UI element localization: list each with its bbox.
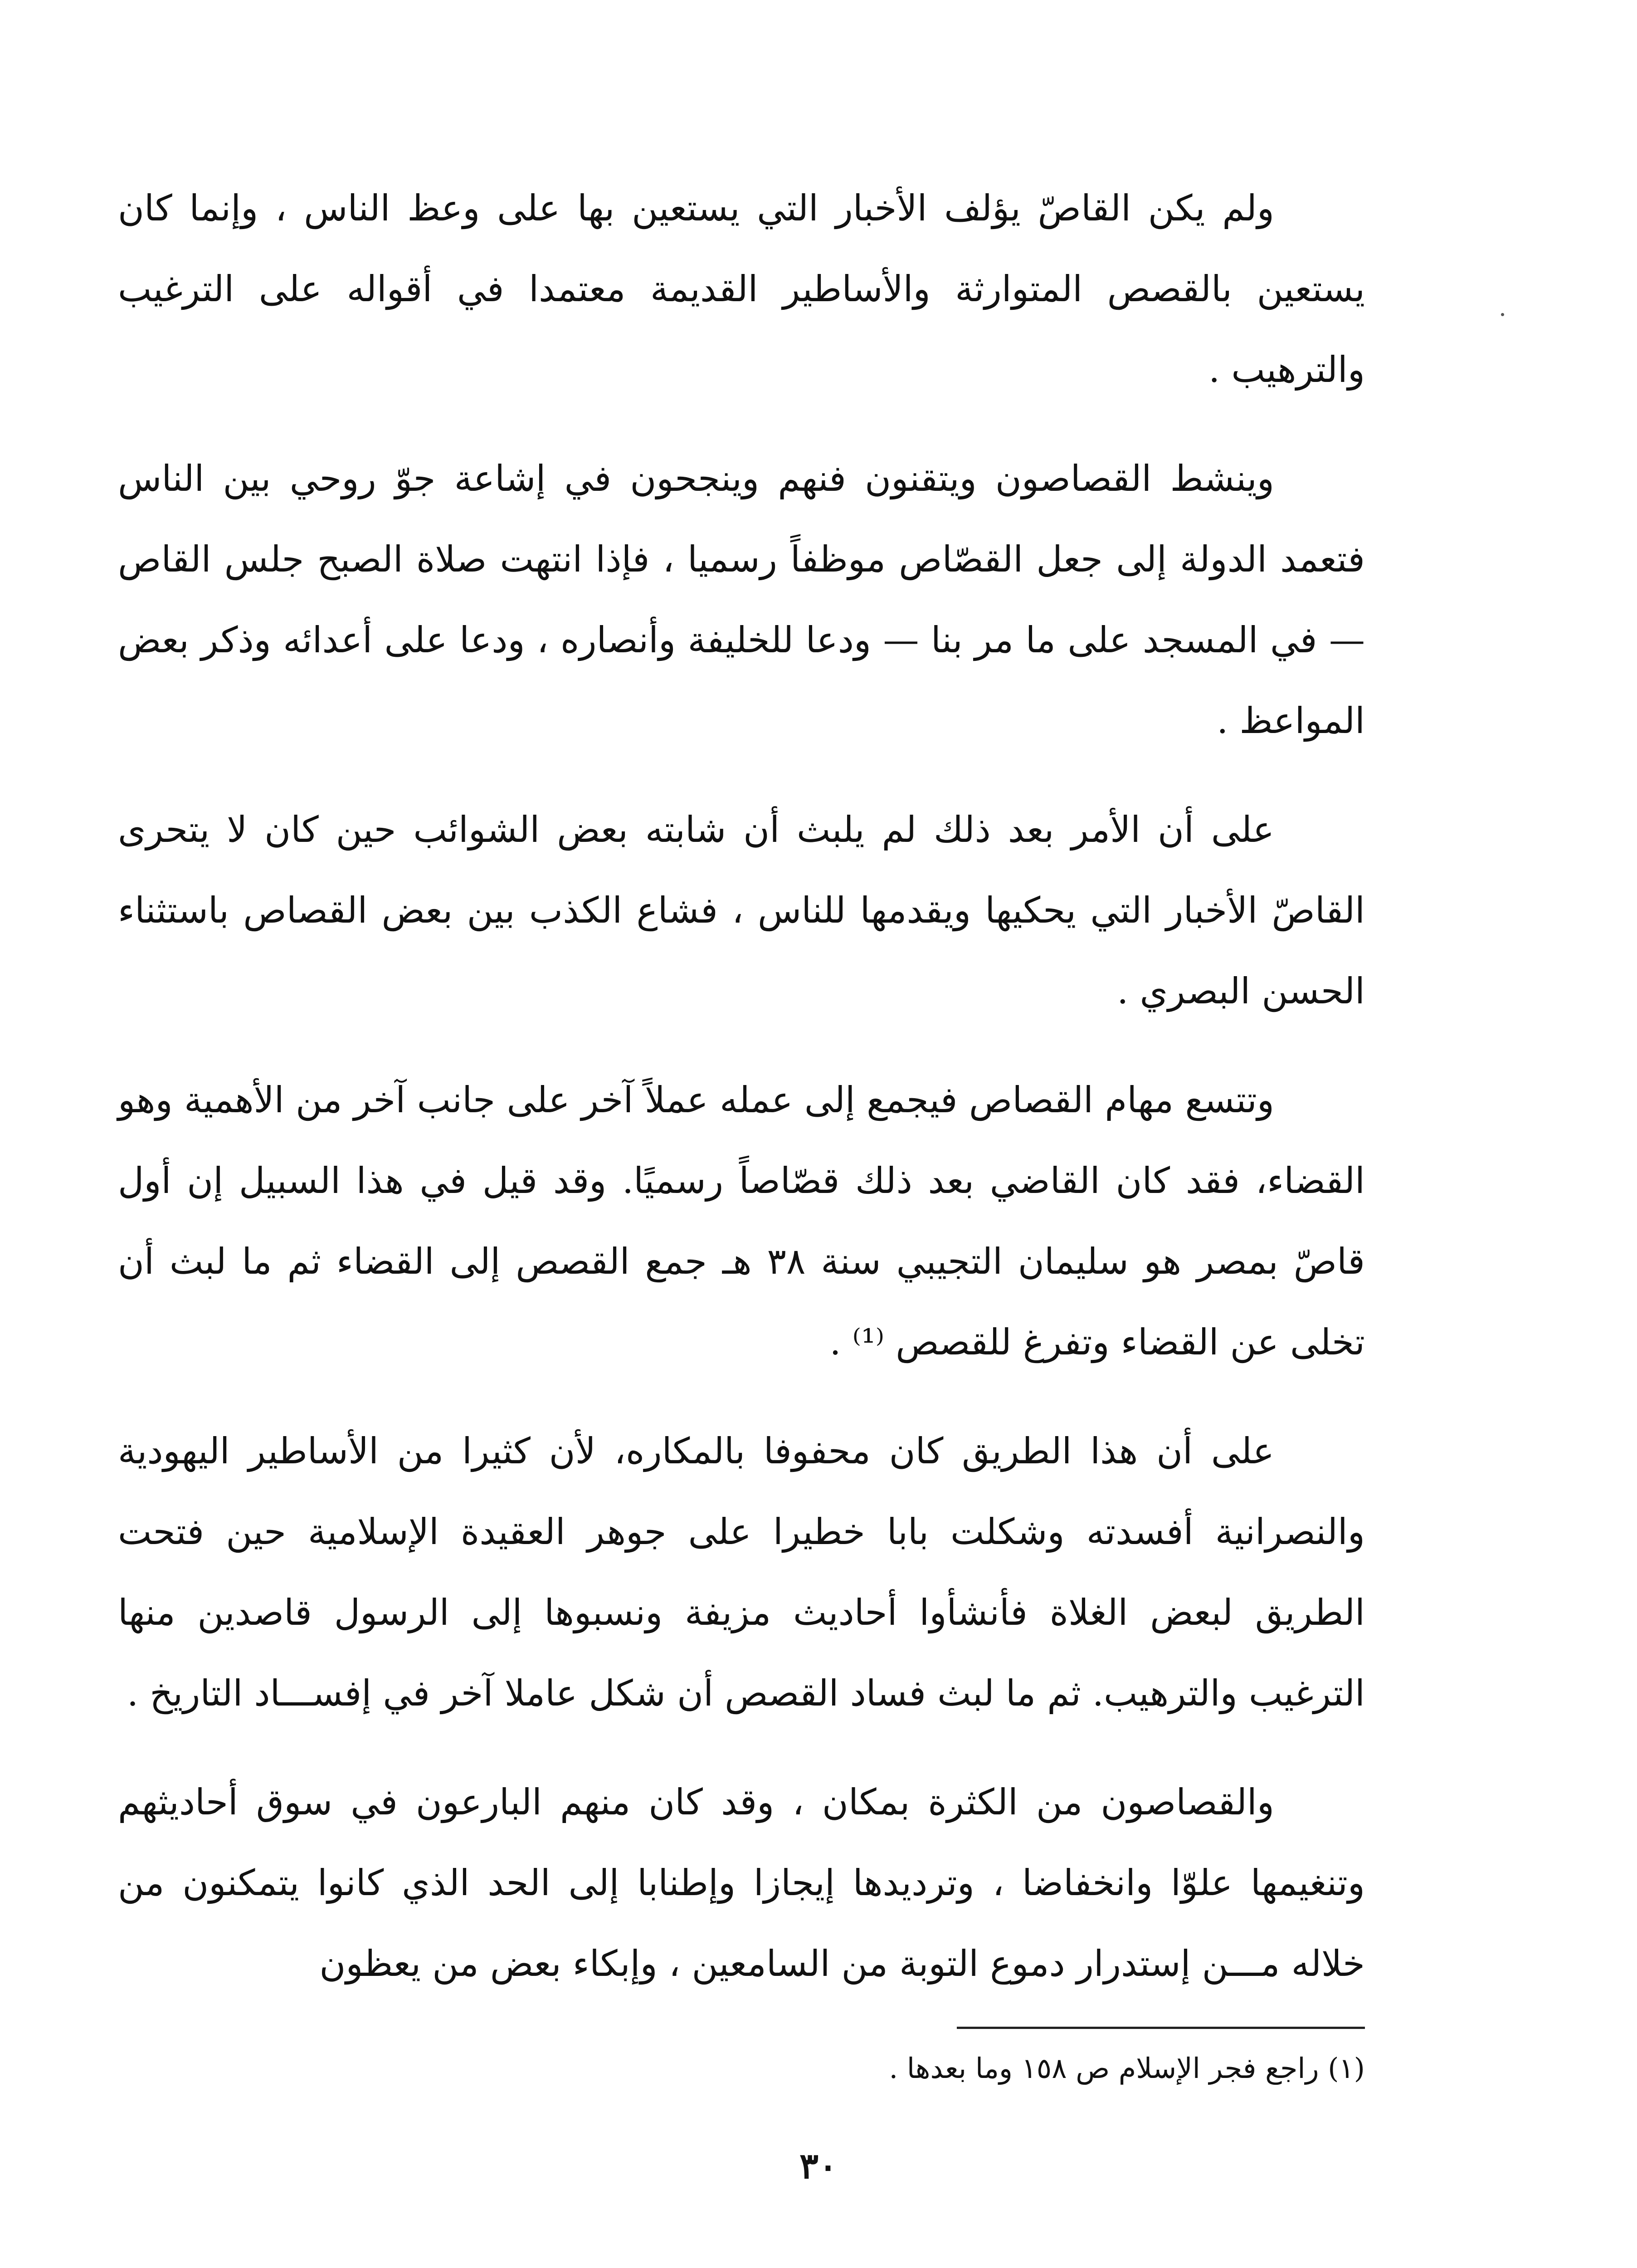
scan-speck: [1501, 313, 1504, 316]
paragraph-4: وتتسع مهام القصاص فيجمع إلى عمله عملاً آخر على جانب آخر من الأهمية وهو القضاء، فقد كان القاضي بعد ذلك قصّاصاً رسميًا. وقد قيل في هذا السبيل إن أول قاصّ بمصر هو سليمان التجيبي سنة ٣٨ هـ جمع القصص إلى القضاء ثم ما لبث أن تخلى عن القضاء وتفرغ للقصص ⁽¹⁾ .: [118, 1079, 1365, 1363]
main-text: [118, 168, 1365, 2032]
paragraph-3: على أن الأمر بعد ذلك لم يلبث أن شابته بعض الشوائب حين كان لا يتحرى القاصّ الأخبار التي يحكيها ويقدمها للناس ، فشاع الكذب بين بعض القصاص باستثناء الحسن البصري .: [118, 809, 1365, 1012]
paragraph-6: والقصاصون من الكثرة بمكان ، وقد كان منهم البارعون في سوق أحاديثهم وتنغيمها علوّا وانخفاضا ، وترديدها إيجازا وإطنابا إلى الحد الذي كانوا يتمكنون من خلاله مـــن إستدرار دموع التوبة من السامعين ، وإبكاء بعض من يعظون: [118, 1781, 1365, 1984]
paragraph-2: وينشط القصاصون ويتقنون فنهم وينجحون في إشاعة جوّ روحي بين الناس فتعمد الدولة إلى جعل القصّاص موظفاً رسميا ، فإذا انتهت صلاة الصبح جلس القاص — في المسجد على ما مر بنا — ودعا للخليفة وأنصاره ، ودعا على أعدائه وذكر بعض المواعظ .: [118, 458, 1365, 742]
footnote-separator: [957, 2027, 1365, 2029]
paragraph-5: على أن هذا الطريق كان محفوفا بالمكاره، لأن كثيرا من الأساطير اليهودية والنصرانية أفسدته وشكلت بابا خطيرا على جوهر العقيدة الإسلامية حين فتحت الطريق لبعض الغلاة فأنشأوا أحاديث مزيفة ونسبوها إلى الرسول قاصدين منها الترغيب والترهيب. ثم ما لبث فساد القصص أن شكل عاملا آخر في إفســـاد التاريخ .: [118, 1430, 1365, 1714]
footnote: (١) راجع فجر الإسلام ص ١٥٨ وما بعدها .: [889, 2052, 1365, 2085]
paragraph-1: ولم يكن القاصّ يؤلف الأخبار التي يستعين بها على وعظ الناس ، وإنما كان يستعين بالقصص المتوارثة والأساطير القديمة معتمدا في أقواله على الترغيب والترهيب .: [118, 187, 1365, 391]
page-number: ٣٠: [799, 2146, 838, 2187]
